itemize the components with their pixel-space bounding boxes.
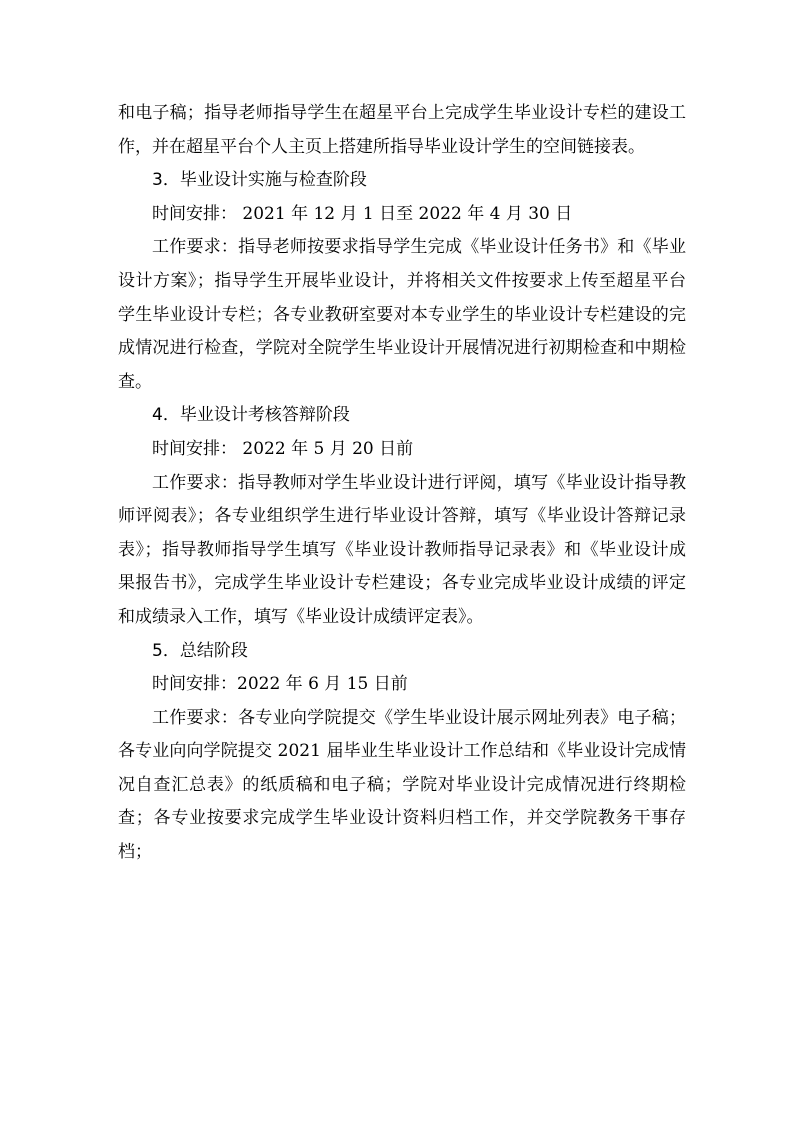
section-3-heading: 3．毕业设计实施与检查阶段 [152, 170, 367, 191]
intro-paragraph: 和电子稿；指导老师指导学生在超星平台上完成学生毕业设计专栏的建设工作，并在超星平台个人主页上搭建所指导毕业设计学生的空间链接表。 [118, 103, 686, 157]
section-4-heading: 4．毕业设计考核答辩阶段 [152, 405, 350, 426]
section-3-requirement: 工作要求：指导老师按要求指导学生完成《毕业设计任务书》和《毕业设计方案》；指导学生开展毕业设计，并将相关文件按要求上传至超星平台学生毕业设计专栏；各专业教研室要对本专业学生的毕业设计专栏建设的完成情况进行检查，学院对全院学生毕业设计开展情况进行初期检查和中期检查。 [118, 237, 686, 392]
section-5-time: 时间安排：2022 年 6 月 15 日前 [152, 674, 408, 695]
section-3-time: 时间安排： 2021 年 12 月 1 日至 2022 年 4 月 30 日 [152, 203, 573, 224]
document-body [118, 97, 686, 870]
section-5-requirement: 工作要求：各专业向学院提交《学生毕业设计展示网址列表》电子稿；各专业向向学院提交 2021 届毕业生毕业设计工作总结和《毕业设计完成情况自查汇总表》的纸质稿和电子稿；学院对毕业设计完成情况进行终期检查；各专业按要求完成学生毕业设计资料归档工作，并交学院教务干事存档； [118, 707, 686, 863]
section-5-heading: 5．总结阶段 [152, 640, 248, 661]
section-4-requirement: 工作要求：指导教师对学生毕业设计进行评阅，填写《毕业设计指导教师评阅表》；各专业组织学生进行毕业设计答辩，填写《毕业设计答辩记录表》；指导教师指导学生填写《毕业设计教师指导记录表》和《毕业设计成果报告书》，完成学生毕业设计专栏建设；各专业完成毕业设计成绩的评定和成绩录入工作，填写《毕业设计成绩评定表》。 [118, 472, 686, 627]
section-4-time: 时间安排： 2022 年 5 月 20 日前 [152, 438, 414, 459]
